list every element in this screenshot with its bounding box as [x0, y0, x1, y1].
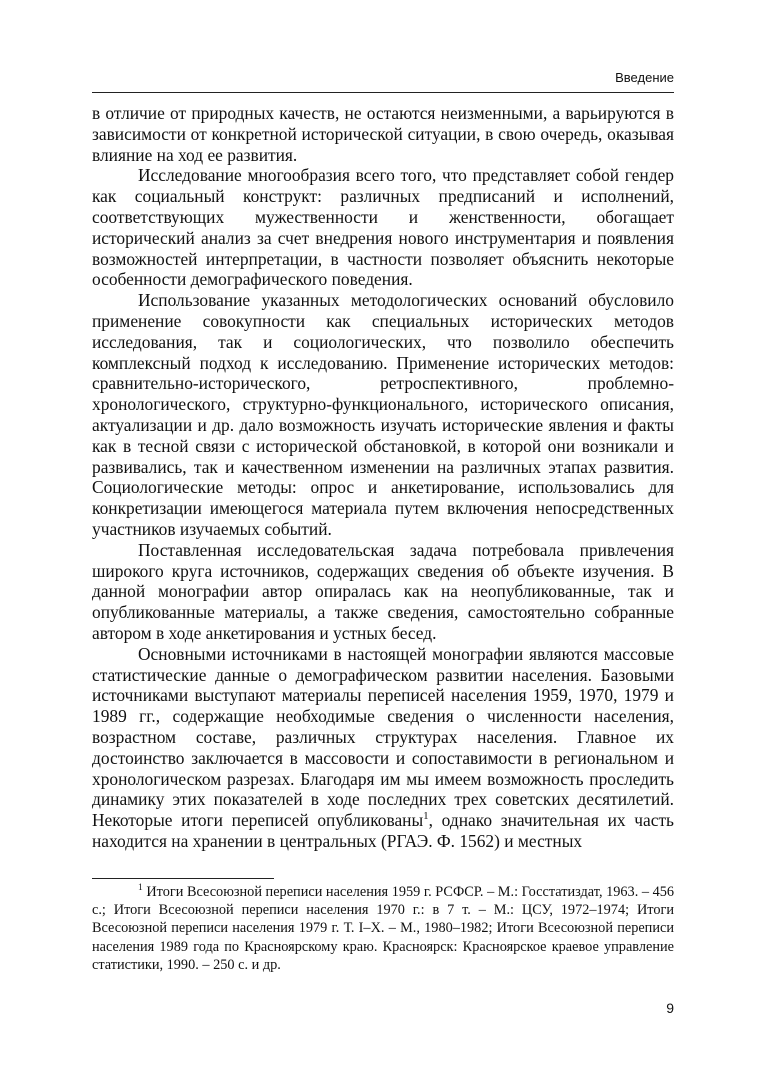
running-header: Введение [615, 70, 674, 85]
paragraph-3: Использование указанных методологических оснований обусловило применение совокупности как специальных исторических методов исследования, так и социологических, что позволило обеспечить комплексный подход к исследованию. Применение исторических методов: сравнительно-исторического, ретроспективного, проблемно-хронологического, структурно-функционального, исторического описания, актуализации и др. дало возможность изучать исторические явления и факты как в тесной связи с исторической обстановкой, в которой они возникали и развивались, так и качественном изменении на различных этапах развития. Социологические методы: опрос и анкетирование, использовались для конкретизации имеющегося материала путем включения непосредственных участников изучаемых событий. [92, 290, 674, 539]
paragraph-4: Поставленная исследовательская задача потребовала привлечения широкого круга источников, содержащих сведения об объекте изучения. В данной монографии автор опиралась как на неопубликованные, так и опубликованные материалы, а также сведения, самостоятельно собранные автором в ходе анкетирования и устных бесед. [92, 539, 674, 643]
page-number: 9 [666, 1000, 674, 1016]
paragraph-5-text-end: , однако значительная их часть находится на хранении в центральных (РГАЭ. Ф. 1562) и местных [92, 810, 674, 851]
footnote [92, 883, 674, 974]
paragraph-2: Исследование многообразия всего того, что представляет собой гендер как социальный конструкт: различных предписаний и исполнений, соответствующих мужественности и женственности, обогащает исторический анализ за счет внедрения нового инструментария и появления возможностей интерпретации, в частности позволяет объяснить некоторые особенности демографического поведения. [92, 165, 674, 290]
paragraph-5 [92, 644, 674, 852]
paragraph-1: в отличие от природных качеств, не остаются неизменными, а варьируются в зависимости от конкретной исторической ситуации, в свою очередь, оказывая влияние на ход ее развития. [92, 103, 674, 165]
footnote-marker: 1 [138, 883, 143, 894]
header-rule [92, 92, 674, 93]
main-text [92, 103, 674, 852]
footnote-reference[interactable]: 1 [423, 810, 429, 823]
paragraph-5-text-start: Основными источниками в настоящей монографии являются массовые статистические данные о демографическом развитии населения. Базовыми источниками выступают материалы переписей населения 1959, 1970, 1979 и 1989 гг., содержащие необходимые сведения о численности населения, возрастном составе, различных структурах населения. Главное их достоинство заключается в массовости и сопоставимости в региональном и хронологическом разрезах. Благодаря им мы имеем возможность проследить динамику этих показателей в ходе последних трех советских десятилетий. Некоторые итоги переписей опубликованы [92, 643, 674, 831]
footnote-text: Итоги Всесоюзной переписи населения 1959 г. РСФСР. – М.: Госстатиздат, 1963. – 456 с.; Итоги Всесоюзной переписи населения 1970 г.: в 7 т. – М.: ЦСУ, 1972–1974; Итоги Всесоюзной переписи населения 1979 г. Т. I–X. – М., 1980–1982; Итоги Всесоюзной переписи населения 1989 года по Красноярскому краю. Красноярск: Красноярское краевое управление статистики, 1990. – 250 с. и др. [92, 884, 675, 973]
footnote-separator [92, 878, 274, 879]
